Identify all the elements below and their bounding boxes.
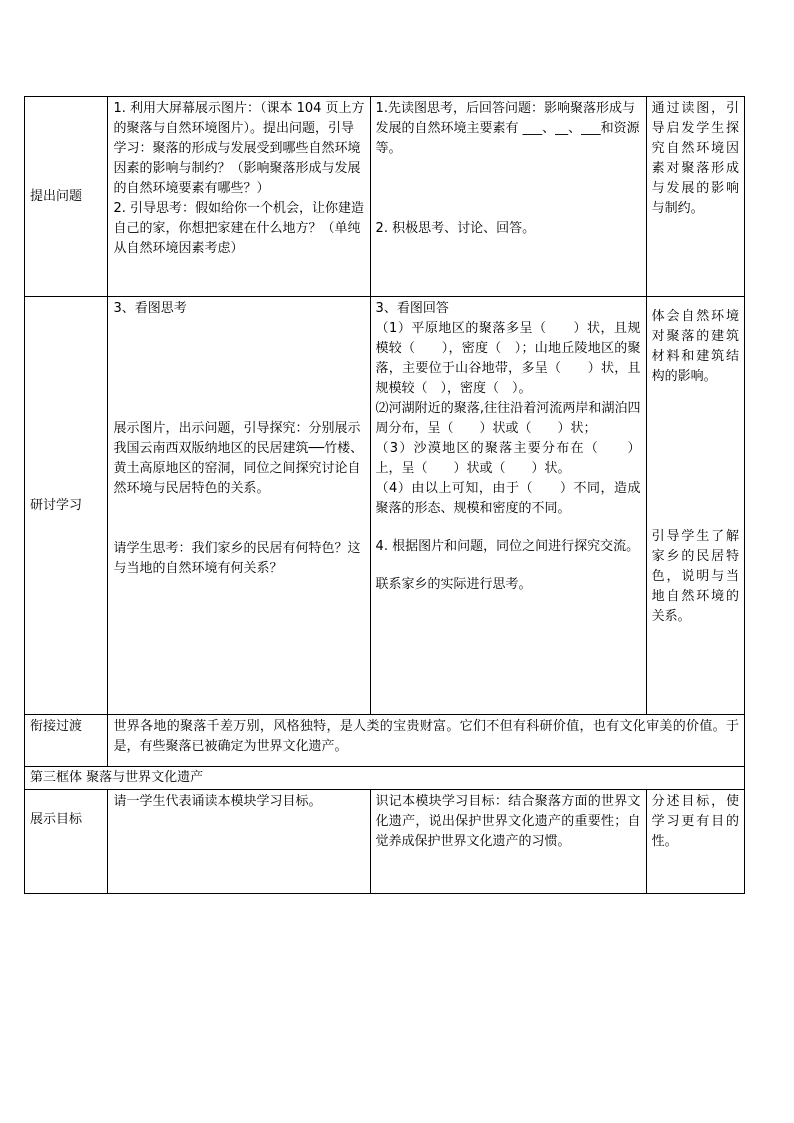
- intent-text: 体会自然环境对聚落的建筑材料和建筑结构的影响。: [651, 309, 739, 384]
- student-step: 4. 根据图片和问题，同位之间进行探究交流。: [375, 539, 640, 554]
- spacer: [376, 159, 641, 219]
- teacher-step: 请学生思考：我们家乡的民居有何特色？这与当地的自然环境有何关系？: [113, 541, 361, 576]
- teacher-activity: 请一学生代表诵读本模块学习目标。: [108, 790, 370, 894]
- teacher-step: 展示图片，出示问题，引导探究：分别展示我国云南西双版纳地区的民居建筑──竹楼、黄土高原地区的窑洞，同位之间探究讨论自然环境与民居特色的关系。: [113, 421, 364, 496]
- section-title: 第三框体 聚落与世界文化遗产: [25, 767, 745, 790]
- student-activity: [370, 97, 646, 297]
- student-step: （4）由以上可知，由于（ ）不同，造成聚落的形态、规模和密度的不同。: [375, 481, 641, 516]
- intent-text: 引导学生了解家乡的民居特色，说明与当地自然环境的关系。: [651, 529, 739, 624]
- teacher-activity: [108, 297, 370, 715]
- student-activity: 识记本模块学习目标：结合聚落方面的世界文化遗产，说出保护世界文化遗产的重要性；自觉养成保护世界文化遗产的习惯。: [370, 790, 646, 894]
- design-intent: 通过读图，引导启发学生探究自然环境因素对聚落形成与发展的影响与制约。: [646, 97, 744, 297]
- teacher-step: 1. 利用大屏幕展示图片：（课本 104 页上方的聚落与自然环境图片）。提出问题，引导学习：聚落的形成与发展受到哪些自然环境因素的影响与制约？（影响聚落形成与发展的自然环境要素有哪些？）: [113, 101, 365, 196]
- spacer: [652, 387, 739, 527]
- design-intent: [646, 297, 744, 715]
- student-step: （3）沙漠地区的聚落主要分布在（ ）上，呈（ ）状或（ ）状。: [375, 441, 641, 476]
- student-step: ⑵河湖附近的聚落,往往沿着河流两岸和湖泊四周分布，呈（ ）状或（ ）状；: [375, 401, 641, 436]
- spacer: [376, 519, 641, 537]
- spacer: [113, 499, 364, 539]
- row-label: 衔接过渡: [25, 715, 108, 767]
- student-step: 1.先读图思考，后回答问题：影响聚落形成与发展的自然环境主要素有 ___、__、___和资源等。: [375, 101, 640, 156]
- student-step: 联系家乡的实际进行思考。: [375, 577, 532, 592]
- student-step: 3、看图回答: [375, 301, 449, 316]
- row-section-heading: [25, 767, 745, 790]
- row-raise-question: [25, 97, 745, 297]
- design-intent: 分述目标，使学习更有目的性。: [646, 790, 744, 894]
- row-transition: [25, 715, 745, 767]
- student-step: （1）平原地区的聚落多呈（ ）状，且规模较（ ），密度（ ）；山地丘陵地区的聚落，主要位于山谷地带，多呈（ ）状，且规模较（ ），密度（ ）。: [375, 321, 641, 396]
- teacher-step: 3、看图思考: [113, 301, 187, 316]
- row-discuss: [25, 297, 745, 715]
- row-label: 研讨学习: [25, 297, 108, 715]
- teacher-activity: [108, 97, 370, 297]
- teacher-step: 2. 引导思考：假如给你一个机会，让你建造自己的家，你想把家建在什么地方？（单纯从自然环境因素考虑）: [113, 201, 364, 256]
- student-activity: [370, 297, 646, 715]
- lesson-plan-table: [24, 96, 745, 894]
- row-goals: [25, 790, 745, 894]
- student-step: 2. 积极思考、讨论、回答。: [375, 221, 536, 236]
- spacer: [376, 557, 641, 575]
- row-label: 提出问题: [25, 97, 108, 297]
- transition-text: 世界各地的聚落千差万别，风格独特，是人类的宝贵财富。它们不但有科研价值，也有文化审美的价值。于是，有些聚落已被确定为世界文化遗产。: [108, 715, 745, 767]
- row-label: 展示目标: [25, 790, 108, 894]
- spacer: [652, 299, 739, 307]
- spacer: [113, 319, 364, 419]
